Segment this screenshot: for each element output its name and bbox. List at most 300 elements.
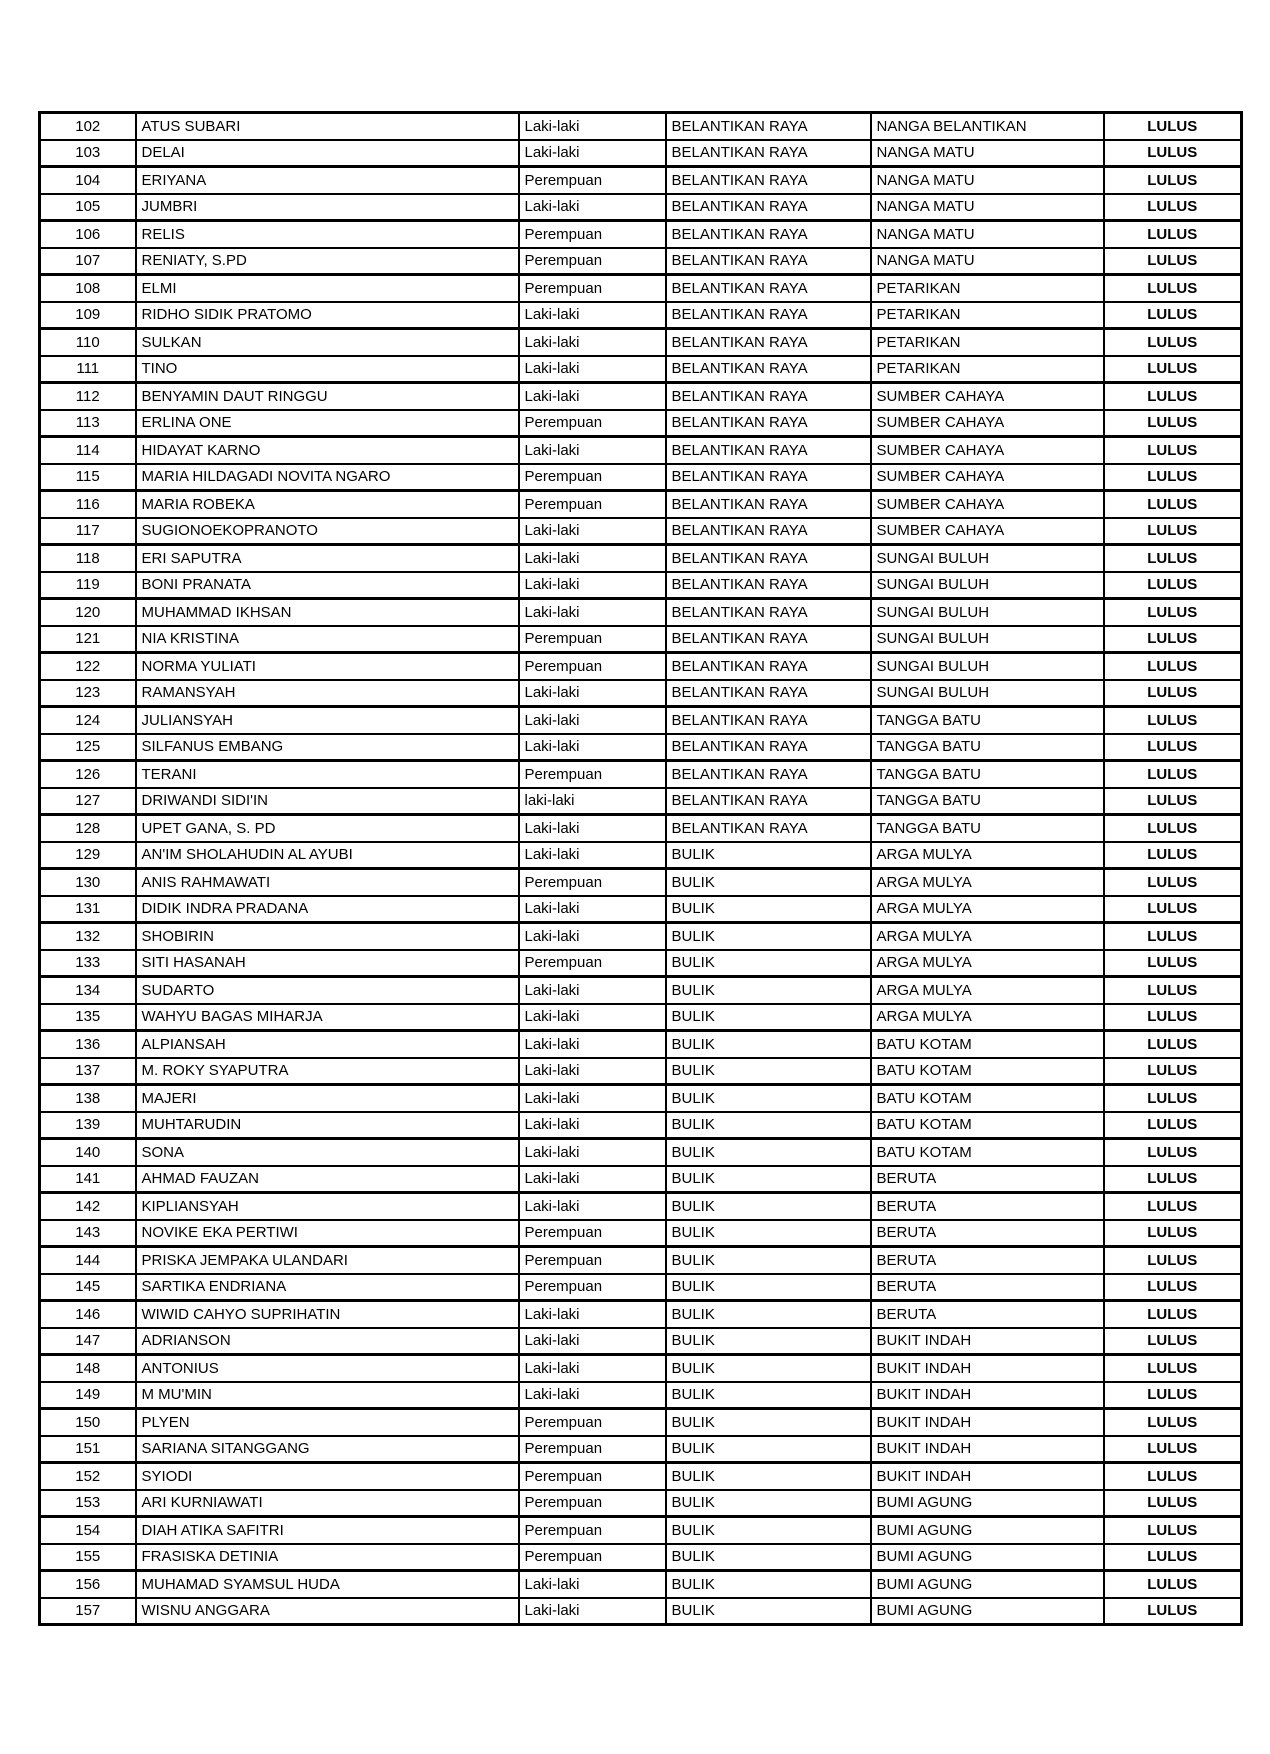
row-number-cell: 140 <box>40 1139 136 1166</box>
name-cell: AN'IM SHOLAHUDIN AL AYUBI <box>136 842 519 869</box>
district-cell: BULIK <box>666 842 871 869</box>
gender-cell: Laki-laki <box>519 545 666 572</box>
row-number-cell: 135 <box>40 1004 136 1031</box>
district-cell: BULIK <box>666 869 871 896</box>
table-row <box>40 977 1242 1004</box>
name-cell: SILFANUS EMBANG <box>136 734 519 761</box>
table-row <box>40 1301 1242 1328</box>
name-cell: ADRIANSON <box>136 1328 519 1355</box>
row-number-cell: 136 <box>40 1031 136 1058</box>
status-cell: LULUS <box>1104 1436 1242 1463</box>
gender-cell: Laki-laki <box>519 977 666 1004</box>
status-cell: LULUS <box>1104 464 1242 491</box>
status-cell: LULUS <box>1104 1490 1242 1517</box>
table-row <box>40 1166 1242 1193</box>
village-cell: BERUTA <box>871 1220 1104 1247</box>
district-cell: BELANTIKAN RAYA <box>666 761 871 788</box>
status-cell: LULUS <box>1104 1247 1242 1274</box>
name-cell: NOVIKE EKA PERTIWI <box>136 1220 519 1247</box>
village-cell: BUMI AGUNG <box>871 1490 1104 1517</box>
row-number-cell: 132 <box>40 923 136 950</box>
gender-cell: Perempuan <box>519 1436 666 1463</box>
row-number-cell: 108 <box>40 275 136 302</box>
status-cell: LULUS <box>1104 815 1242 842</box>
district-cell: BULIK <box>666 1247 871 1274</box>
row-number-cell: 131 <box>40 896 136 923</box>
table-row <box>40 518 1242 545</box>
row-number-cell: 114 <box>40 437 136 464</box>
name-cell: MARIA ROBEKA <box>136 491 519 518</box>
row-number-cell: 129 <box>40 842 136 869</box>
name-cell: WAHYU BAGAS MIHARJA <box>136 1004 519 1031</box>
gender-cell: Perempuan <box>519 950 666 977</box>
gender-cell: Laki-laki <box>519 194 666 221</box>
gender-cell: Perempuan <box>519 410 666 437</box>
name-cell: DIAH ATIKA SAFITRI <box>136 1517 519 1544</box>
gender-cell: Laki-laki <box>519 1058 666 1085</box>
row-number-cell: 142 <box>40 1193 136 1220</box>
village-cell: TANGGA BATU <box>871 761 1104 788</box>
village-cell: SUNGAI BULUH <box>871 599 1104 626</box>
gender-cell: Perempuan <box>519 1247 666 1274</box>
village-cell: BATU KOTAM <box>871 1139 1104 1166</box>
status-cell: LULUS <box>1104 1031 1242 1058</box>
gender-cell: Laki-laki <box>519 707 666 734</box>
table-row <box>40 1355 1242 1382</box>
gender-cell: Perempuan <box>519 1544 666 1571</box>
table-row <box>40 410 1242 437</box>
status-cell: LULUS <box>1104 1355 1242 1382</box>
district-cell: BELANTIKAN RAYA <box>666 275 871 302</box>
status-cell: LULUS <box>1104 1301 1242 1328</box>
row-number-cell: 146 <box>40 1301 136 1328</box>
status-cell: LULUS <box>1104 1085 1242 1112</box>
name-cell: WIWID CAHYO SUPRIHATIN <box>136 1301 519 1328</box>
name-cell: ERIYANA <box>136 167 519 194</box>
name-cell: ELMI <box>136 275 519 302</box>
gender-cell: Laki-laki <box>519 734 666 761</box>
district-cell: BELANTIKAN RAYA <box>666 707 871 734</box>
district-cell: BULIK <box>666 1409 871 1436</box>
table-row <box>40 302 1242 329</box>
status-cell: LULUS <box>1104 1220 1242 1247</box>
district-cell: BELANTIKAN RAYA <box>666 383 871 410</box>
row-number-cell: 123 <box>40 680 136 707</box>
row-number-cell: 133 <box>40 950 136 977</box>
row-number-cell: 106 <box>40 221 136 248</box>
gender-cell: Laki-laki <box>519 1112 666 1139</box>
table-row <box>40 734 1242 761</box>
name-cell: RENIATY, S.PD <box>136 248 519 275</box>
row-number-cell: 145 <box>40 1274 136 1301</box>
gender-cell: Perempuan <box>519 491 666 518</box>
gender-cell: Laki-laki <box>519 113 666 140</box>
table-row <box>40 1598 1242 1625</box>
row-number-cell: 139 <box>40 1112 136 1139</box>
row-number-cell: 117 <box>40 518 136 545</box>
status-cell: LULUS <box>1104 545 1242 572</box>
village-cell: SUMBER CAHAYA <box>871 410 1104 437</box>
table-row <box>40 950 1242 977</box>
village-cell: BUMI AGUNG <box>871 1544 1104 1571</box>
status-cell: LULUS <box>1104 842 1242 869</box>
row-number-cell: 120 <box>40 599 136 626</box>
gender-cell: Perempuan <box>519 464 666 491</box>
name-cell: AHMAD FAUZAN <box>136 1166 519 1193</box>
table-row <box>40 1085 1242 1112</box>
row-number-cell: 105 <box>40 194 136 221</box>
village-cell: BATU KOTAM <box>871 1112 1104 1139</box>
village-cell: ARGA MULYA <box>871 869 1104 896</box>
gender-cell: Perempuan <box>519 653 666 680</box>
gender-cell: Laki-laki <box>519 1301 666 1328</box>
table-row <box>40 140 1242 167</box>
gender-cell: Perempuan <box>519 1517 666 1544</box>
status-cell: LULUS <box>1104 1382 1242 1409</box>
district-cell: BELANTIKAN RAYA <box>666 788 871 815</box>
row-number-cell: 103 <box>40 140 136 167</box>
row-number-cell: 111 <box>40 356 136 383</box>
table-row <box>40 437 1242 464</box>
district-cell: BELANTIKAN RAYA <box>666 464 871 491</box>
village-cell: BUMI AGUNG <box>871 1571 1104 1598</box>
table-row <box>40 113 1242 140</box>
table-row <box>40 1544 1242 1571</box>
row-number-cell: 115 <box>40 464 136 491</box>
status-cell: LULUS <box>1104 869 1242 896</box>
row-number-cell: 155 <box>40 1544 136 1571</box>
village-cell: SUMBER CAHAYA <box>871 383 1104 410</box>
status-cell: LULUS <box>1104 248 1242 275</box>
row-number-cell: 113 <box>40 410 136 437</box>
gender-cell: Laki-laki <box>519 1166 666 1193</box>
district-cell: BELANTIKAN RAYA <box>666 491 871 518</box>
village-cell: ARGA MULYA <box>871 896 1104 923</box>
row-number-cell: 141 <box>40 1166 136 1193</box>
district-cell: BELANTIKAN RAYA <box>666 248 871 275</box>
village-cell: SUMBER CAHAYA <box>871 437 1104 464</box>
row-number-cell: 118 <box>40 545 136 572</box>
table-row <box>40 1571 1242 1598</box>
row-number-cell: 147 <box>40 1328 136 1355</box>
district-cell: BELANTIKAN RAYA <box>666 518 871 545</box>
status-cell: LULUS <box>1104 1274 1242 1301</box>
village-cell: BUKIT INDAH <box>871 1382 1104 1409</box>
village-cell: ARGA MULYA <box>871 923 1104 950</box>
village-cell: PETARIKAN <box>871 329 1104 356</box>
village-cell: TANGGA BATU <box>871 734 1104 761</box>
row-number-cell: 107 <box>40 248 136 275</box>
district-cell: BELANTIKAN RAYA <box>666 680 871 707</box>
name-cell: KIPLIANSYAH <box>136 1193 519 1220</box>
table-row <box>40 1382 1242 1409</box>
gender-cell: Laki-laki <box>519 356 666 383</box>
name-cell: M. ROKY SYAPUTRA <box>136 1058 519 1085</box>
gender-cell: Laki-laki <box>519 1571 666 1598</box>
table-row <box>40 1112 1242 1139</box>
district-cell: BELANTIKAN RAYA <box>666 221 871 248</box>
row-number-cell: 138 <box>40 1085 136 1112</box>
status-cell: LULUS <box>1104 1328 1242 1355</box>
district-cell: BULIK <box>666 1436 871 1463</box>
gender-cell: Laki-laki <box>519 1193 666 1220</box>
gender-cell: Laki-laki <box>519 383 666 410</box>
district-cell: BELANTIKAN RAYA <box>666 437 871 464</box>
status-cell: LULUS <box>1104 383 1242 410</box>
district-cell: BELANTIKAN RAYA <box>666 302 871 329</box>
district-cell: BELANTIKAN RAYA <box>666 545 871 572</box>
name-cell: SHOBIRIN <box>136 923 519 950</box>
row-number-cell: 134 <box>40 977 136 1004</box>
table-row <box>40 869 1242 896</box>
district-cell: BULIK <box>666 896 871 923</box>
village-cell: NANGA BELANTIKAN <box>871 113 1104 140</box>
name-cell: SYIODI <box>136 1463 519 1490</box>
village-cell: NANGA MATU <box>871 194 1104 221</box>
table-row <box>40 599 1242 626</box>
table-row <box>40 1139 1242 1166</box>
district-cell: BULIK <box>666 1085 871 1112</box>
village-cell: BERUTA <box>871 1274 1104 1301</box>
village-cell: PETARIKAN <box>871 275 1104 302</box>
gender-cell: Perempuan <box>519 167 666 194</box>
gender-cell: Perempuan <box>519 1463 666 1490</box>
gender-cell: Perempuan <box>519 1220 666 1247</box>
row-number-cell: 116 <box>40 491 136 518</box>
gender-cell: Perempuan <box>519 1274 666 1301</box>
table-row <box>40 1463 1242 1490</box>
status-cell: LULUS <box>1104 896 1242 923</box>
district-cell: BULIK <box>666 950 871 977</box>
gender-cell: Laki-laki <box>519 302 666 329</box>
gender-cell: Perempuan <box>519 869 666 896</box>
gender-cell: Laki-laki <box>519 140 666 167</box>
district-cell: BULIK <box>666 1517 871 1544</box>
village-cell: BUKIT INDAH <box>871 1436 1104 1463</box>
district-cell: BELANTIKAN RAYA <box>666 815 871 842</box>
name-cell: BENYAMIN DAUT RINGGU <box>136 383 519 410</box>
status-cell: LULUS <box>1104 1544 1242 1571</box>
name-cell: ANTONIUS <box>136 1355 519 1382</box>
village-cell: BERUTA <box>871 1247 1104 1274</box>
village-cell: PETARIKAN <box>871 302 1104 329</box>
district-cell: BELANTIKAN RAYA <box>666 599 871 626</box>
table-row <box>40 1517 1242 1544</box>
district-cell: BELANTIKAN RAYA <box>666 410 871 437</box>
table-row <box>40 275 1242 302</box>
status-cell: LULUS <box>1104 572 1242 599</box>
table-row <box>40 680 1242 707</box>
name-cell: PLYEN <box>136 1409 519 1436</box>
district-cell: BELANTIKAN RAYA <box>666 734 871 761</box>
row-number-cell: 104 <box>40 167 136 194</box>
village-cell: BATU KOTAM <box>871 1058 1104 1085</box>
status-cell: LULUS <box>1104 329 1242 356</box>
gender-cell: Perempuan <box>519 248 666 275</box>
status-cell: LULUS <box>1104 1193 1242 1220</box>
name-cell: TINO <box>136 356 519 383</box>
district-cell: BULIK <box>666 977 871 1004</box>
village-cell: ARGA MULYA <box>871 1004 1104 1031</box>
village-cell: BUKIT INDAH <box>871 1355 1104 1382</box>
row-number-cell: 109 <box>40 302 136 329</box>
name-cell: SONA <box>136 1139 519 1166</box>
status-cell: LULUS <box>1104 194 1242 221</box>
row-number-cell: 121 <box>40 626 136 653</box>
village-cell: SUMBER CAHAYA <box>871 464 1104 491</box>
name-cell: ALPIANSAH <box>136 1031 519 1058</box>
row-number-cell: 128 <box>40 815 136 842</box>
status-cell: LULUS <box>1104 1571 1242 1598</box>
district-cell: BULIK <box>666 923 871 950</box>
row-number-cell: 127 <box>40 788 136 815</box>
district-cell: BULIK <box>666 1301 871 1328</box>
village-cell: TANGGA BATU <box>871 788 1104 815</box>
row-number-cell: 150 <box>40 1409 136 1436</box>
name-cell: NIA KRISTINA <box>136 626 519 653</box>
name-cell: SARIANA SITANGGANG <box>136 1436 519 1463</box>
village-cell: NANGA MATU <box>871 248 1104 275</box>
village-cell: BERUTA <box>871 1301 1104 1328</box>
gender-cell: Laki-laki <box>519 1355 666 1382</box>
gender-cell: Laki-laki <box>519 1328 666 1355</box>
table-row <box>40 1409 1242 1436</box>
district-cell: BULIK <box>666 1598 871 1625</box>
table-row <box>40 653 1242 680</box>
name-cell: MAJERI <box>136 1085 519 1112</box>
table-row <box>40 1004 1242 1031</box>
table-row <box>40 1274 1242 1301</box>
gender-cell: Laki-laki <box>519 599 666 626</box>
table-row <box>40 194 1242 221</box>
village-cell: BERUTA <box>871 1166 1104 1193</box>
gender-cell: Perempuan <box>519 626 666 653</box>
village-cell: SUMBER CAHAYA <box>871 491 1104 518</box>
table-row <box>40 761 1242 788</box>
village-cell: SUNGAI BULUH <box>871 626 1104 653</box>
village-cell: BUKIT INDAH <box>871 1328 1104 1355</box>
table-row <box>40 1193 1242 1220</box>
table-row <box>40 572 1242 599</box>
row-number-cell: 156 <box>40 1571 136 1598</box>
table-row <box>40 1436 1242 1463</box>
district-cell: BELANTIKAN RAYA <box>666 329 871 356</box>
name-cell: SUGIONOEKOPRANOTO <box>136 518 519 545</box>
district-cell: BULIK <box>666 1220 871 1247</box>
gender-cell: Laki-laki <box>519 1598 666 1625</box>
gender-cell: Laki-laki <box>519 1382 666 1409</box>
status-cell: LULUS <box>1104 1004 1242 1031</box>
gender-cell: Laki-laki <box>519 572 666 599</box>
name-cell: MUHTARUDIN <box>136 1112 519 1139</box>
status-cell: LULUS <box>1104 275 1242 302</box>
village-cell: BUKIT INDAH <box>871 1463 1104 1490</box>
name-cell: RELIS <box>136 221 519 248</box>
village-cell: PETARIKAN <box>871 356 1104 383</box>
table-row <box>40 815 1242 842</box>
table-row <box>40 221 1242 248</box>
status-cell: LULUS <box>1104 1112 1242 1139</box>
district-cell: BELANTIKAN RAYA <box>666 140 871 167</box>
status-cell: LULUS <box>1104 977 1242 1004</box>
district-cell: BULIK <box>666 1328 871 1355</box>
results-table <box>38 111 1243 1626</box>
status-cell: LULUS <box>1104 734 1242 761</box>
row-number-cell: 102 <box>40 113 136 140</box>
district-cell: BELANTIKAN RAYA <box>666 113 871 140</box>
table-row <box>40 383 1242 410</box>
status-cell: LULUS <box>1104 302 1242 329</box>
gender-cell: Laki-laki <box>519 896 666 923</box>
table-row <box>40 167 1242 194</box>
district-cell: BULIK <box>666 1463 871 1490</box>
name-cell: MUHAMAD SYAMSUL HUDA <box>136 1571 519 1598</box>
district-cell: BULIK <box>666 1139 871 1166</box>
table-row <box>40 1247 1242 1274</box>
table-row <box>40 707 1242 734</box>
row-number-cell: 153 <box>40 1490 136 1517</box>
status-cell: LULUS <box>1104 1166 1242 1193</box>
table-row <box>40 1220 1242 1247</box>
name-cell: SARTIKA ENDRIANA <box>136 1274 519 1301</box>
status-cell: LULUS <box>1104 113 1242 140</box>
name-cell: ERI SAPUTRA <box>136 545 519 572</box>
gender-cell: Perempuan <box>519 221 666 248</box>
row-number-cell: 130 <box>40 869 136 896</box>
table-row <box>40 1328 1242 1355</box>
gender-cell: Perempuan <box>519 275 666 302</box>
row-number-cell: 143 <box>40 1220 136 1247</box>
status-cell: LULUS <box>1104 653 1242 680</box>
district-cell: BELANTIKAN RAYA <box>666 572 871 599</box>
gender-cell: Laki-laki <box>519 923 666 950</box>
row-number-cell: 112 <box>40 383 136 410</box>
village-cell: TANGGA BATU <box>871 707 1104 734</box>
status-cell: LULUS <box>1104 518 1242 545</box>
name-cell: TERANI <box>136 761 519 788</box>
row-number-cell: 149 <box>40 1382 136 1409</box>
name-cell: BONI PRANATA <box>136 572 519 599</box>
gender-cell: Laki-laki <box>519 815 666 842</box>
village-cell: BERUTA <box>871 1193 1104 1220</box>
name-cell: WISNU ANGGARA <box>136 1598 519 1625</box>
district-cell: BELANTIKAN RAYA <box>666 167 871 194</box>
village-cell: NANGA MATU <box>871 140 1104 167</box>
name-cell: RIDHO SIDIK PRATOMO <box>136 302 519 329</box>
table-row <box>40 248 1242 275</box>
name-cell: DELAI <box>136 140 519 167</box>
gender-cell: Laki-laki <box>519 680 666 707</box>
district-cell: BELANTIKAN RAYA <box>666 626 871 653</box>
name-cell: ERLINA ONE <box>136 410 519 437</box>
name-cell: RAMANSYAH <box>136 680 519 707</box>
name-cell: ANIS RAHMAWATI <box>136 869 519 896</box>
table-row <box>40 491 1242 518</box>
status-cell: LULUS <box>1104 950 1242 977</box>
status-cell: LULUS <box>1104 167 1242 194</box>
gender-cell: Laki-laki <box>519 1139 666 1166</box>
row-number-cell: 124 <box>40 707 136 734</box>
district-cell: BULIK <box>666 1490 871 1517</box>
name-cell: JUMBRI <box>136 194 519 221</box>
village-cell: BATU KOTAM <box>871 1085 1104 1112</box>
table-row <box>40 626 1242 653</box>
district-cell: BELANTIKAN RAYA <box>666 653 871 680</box>
gender-cell: Perempuan <box>519 1490 666 1517</box>
status-cell: LULUS <box>1104 626 1242 653</box>
village-cell: BUKIT INDAH <box>871 1409 1104 1436</box>
table-row <box>40 545 1242 572</box>
